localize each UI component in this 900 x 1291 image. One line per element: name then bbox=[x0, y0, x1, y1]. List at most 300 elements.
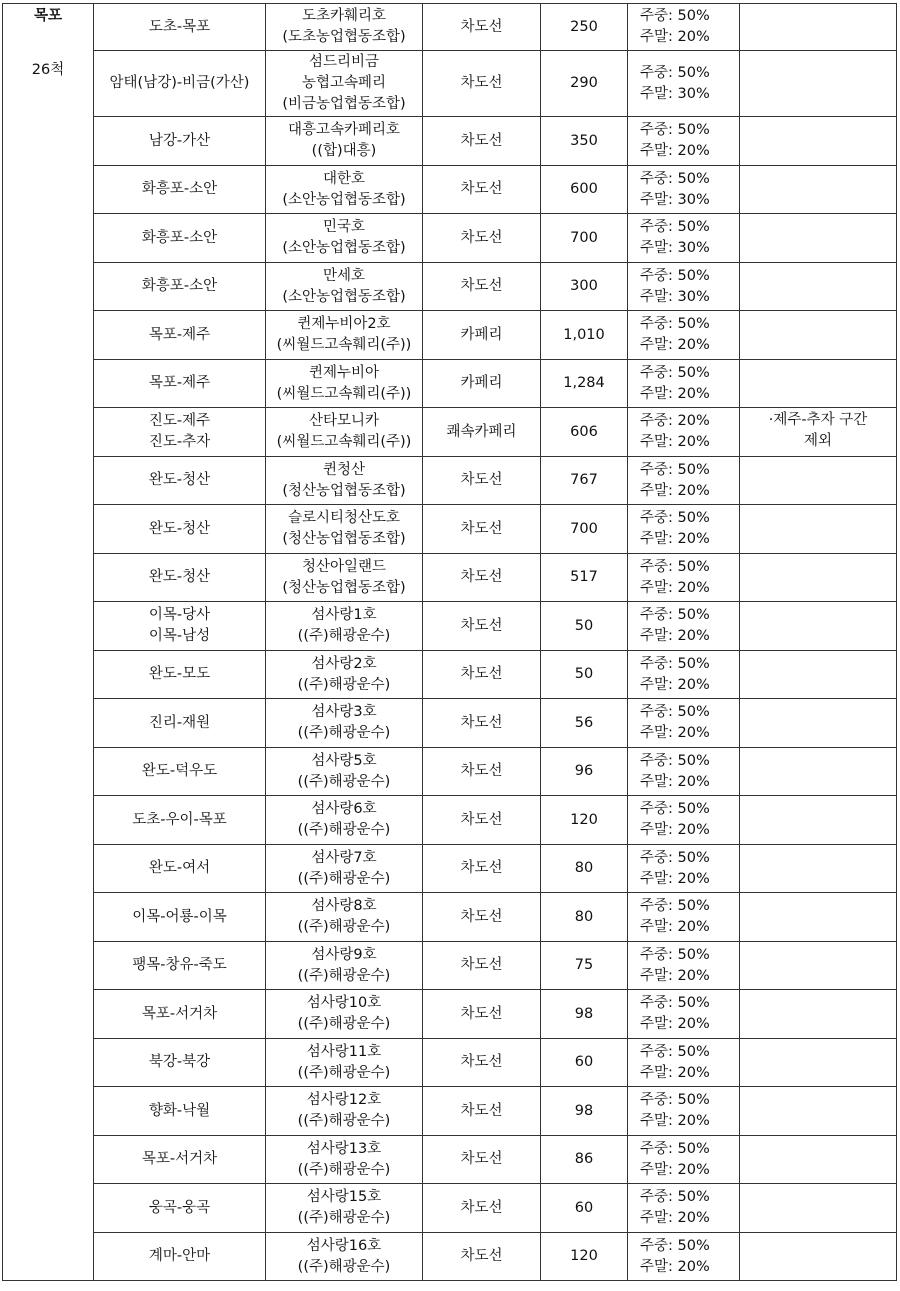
route-name: 목포-제주 bbox=[148, 375, 211, 391]
weekend-discount: 주말: 20% bbox=[640, 579, 710, 596]
ship-name: 섬사랑8호 bbox=[311, 898, 377, 914]
ship-cell bbox=[266, 602, 423, 651]
ship-cell bbox=[266, 1136, 423, 1184]
table-row bbox=[3, 1039, 897, 1087]
weekend-discount: 주말: 20% bbox=[640, 1210, 710, 1226]
ship-name: (소안농업협동조합) bbox=[282, 240, 406, 256]
route-cell bbox=[94, 51, 266, 117]
ship-name: 청산아일랜드 bbox=[301, 558, 387, 575]
ship-name: 퀸제누비아 bbox=[308, 364, 380, 381]
discount-cell bbox=[628, 214, 740, 263]
route-name: 이목-남성 bbox=[148, 628, 211, 644]
weekday-discount: 주중: 50% bbox=[640, 267, 710, 284]
discount-cell bbox=[628, 990, 740, 1039]
ship-type-cell: 카페리 bbox=[423, 311, 541, 360]
discount-cell bbox=[628, 1233, 740, 1281]
weekday-discount: 주중: 50% bbox=[640, 995, 710, 1011]
weekday-discount: 주중: 50% bbox=[640, 364, 710, 381]
weekday-discount: 주중: 50% bbox=[640, 8, 710, 24]
discount-cell bbox=[628, 505, 740, 554]
weekend-discount: 주말: 20% bbox=[640, 822, 710, 838]
weekend-discount: 주말: 20% bbox=[640, 628, 710, 644]
route-name: 완도-덕우도 bbox=[141, 763, 218, 779]
note-text: 제외 bbox=[803, 433, 832, 449]
route-name: 암태(남강)-비금(가산) bbox=[109, 75, 250, 91]
ship-cell bbox=[266, 699, 423, 748]
weekday-discount: 주중: 50% bbox=[640, 64, 710, 81]
ship-cell bbox=[266, 1184, 423, 1233]
table-row bbox=[3, 360, 897, 408]
weekend-discount: 주말: 20% bbox=[640, 870, 710, 887]
table-row bbox=[3, 166, 897, 214]
ship-name: (청산농업협동조합) bbox=[282, 579, 406, 596]
route-cell bbox=[94, 699, 266, 748]
route-cell bbox=[94, 505, 266, 554]
table-row bbox=[3, 117, 897, 166]
route-name: 화흥포-소안 bbox=[141, 181, 218, 197]
ship-name: ((주)해광운수) bbox=[297, 919, 391, 935]
discount-cell bbox=[628, 748, 740, 796]
weekend-discount: 주말: 20% bbox=[640, 1161, 710, 1178]
route-cell bbox=[94, 457, 266, 505]
weekend-discount: 주말: 30% bbox=[640, 288, 710, 305]
note-cell bbox=[740, 651, 897, 699]
ship-name: ((합)대흥) bbox=[311, 143, 377, 159]
route-name: 화흥포-소안 bbox=[141, 278, 218, 294]
weekday-discount: 주중: 50% bbox=[640, 1140, 710, 1157]
tonnage-cell: 600 bbox=[541, 166, 628, 214]
note-cell bbox=[740, 1136, 897, 1184]
ship-cell bbox=[266, 311, 423, 360]
ship-cell bbox=[266, 4, 423, 51]
ship-name: 섬사랑1호 bbox=[311, 607, 377, 623]
table-row bbox=[3, 699, 897, 748]
ship-name: 도초카훼리호 bbox=[301, 8, 387, 24]
ship-name: ((주)해광운수) bbox=[297, 1064, 391, 1081]
table-row bbox=[3, 990, 897, 1039]
ship-name: 섬사랑3호 bbox=[311, 704, 377, 720]
table-row bbox=[3, 4, 897, 51]
table-row bbox=[3, 1136, 897, 1184]
discount-cell bbox=[628, 1184, 740, 1233]
route-cell bbox=[94, 166, 266, 214]
ship-type-cell: 차도선 bbox=[423, 214, 541, 263]
route-cell bbox=[94, 1087, 266, 1136]
route-name: 북강-북강 bbox=[148, 1054, 211, 1070]
discount-cell bbox=[628, 117, 740, 166]
weekday-discount: 주중: 50% bbox=[640, 898, 710, 914]
ship-type-cell: 차도선 bbox=[423, 166, 541, 214]
table-body bbox=[3, 4, 897, 1281]
ship-name: (청산농업협동조합) bbox=[282, 482, 406, 499]
ship-cell bbox=[266, 1233, 423, 1281]
note-cell bbox=[740, 990, 897, 1039]
ship-name: ((주)해광운수) bbox=[297, 1161, 391, 1178]
ship-name: 섬사랑2호 bbox=[311, 655, 377, 672]
ship-type-cell: 쾌속카페리 bbox=[423, 408, 541, 457]
discount-cell bbox=[628, 166, 740, 214]
note-cell bbox=[740, 1184, 897, 1233]
weekday-discount: 주중: 50% bbox=[640, 461, 710, 478]
route-name: 완도-청산 bbox=[148, 472, 211, 488]
weekend-discount: 주말: 20% bbox=[640, 143, 710, 159]
route-cell bbox=[94, 214, 266, 263]
ship-name: 슬로시티청산도호 bbox=[287, 510, 401, 526]
weekday-discount: 주중: 50% bbox=[640, 946, 710, 963]
weekend-discount: 주말: 20% bbox=[640, 919, 710, 935]
table-row bbox=[3, 554, 897, 602]
table-row bbox=[3, 263, 897, 311]
ship-cell bbox=[266, 554, 423, 602]
tonnage-cell: 700 bbox=[541, 214, 628, 263]
ship-type-cell: 차도선 bbox=[423, 748, 541, 796]
tonnage-cell: 290 bbox=[541, 51, 628, 117]
weekday-discount: 주중: 50% bbox=[640, 219, 710, 235]
ship-name: 퀸제누비아2호 bbox=[297, 316, 391, 332]
weekend-discount: 주말: 30% bbox=[640, 240, 710, 256]
table-row bbox=[3, 942, 897, 990]
ship-type-cell: 차도선 bbox=[423, 893, 541, 942]
note-cell bbox=[740, 117, 897, 166]
route-cell bbox=[94, 748, 266, 796]
discount-cell bbox=[628, 1087, 740, 1136]
ship-type-cell: 차도선 bbox=[423, 505, 541, 554]
tonnage-cell: 1,284 bbox=[541, 360, 628, 408]
weekend-discount: 주말: 30% bbox=[640, 191, 710, 208]
weekend-discount: 주말: 20% bbox=[640, 773, 710, 790]
ship-name: ((주)해광운수) bbox=[297, 676, 391, 693]
note-text: ·제주-추자 구간 bbox=[768, 412, 868, 428]
note-cell bbox=[740, 51, 897, 117]
tonnage-cell: 300 bbox=[541, 263, 628, 311]
note-cell bbox=[740, 893, 897, 942]
weekend-discount: 주말: 20% bbox=[640, 725, 710, 741]
ship-name: 산타모니카 bbox=[308, 413, 380, 429]
weekday-discount: 주중: 50% bbox=[640, 170, 710, 187]
ship-name: 섬사랑11호 bbox=[306, 1043, 382, 1060]
table-row bbox=[3, 1233, 897, 1281]
ship-type-cell: 차도선 bbox=[423, 942, 541, 990]
ship-cell bbox=[266, 942, 423, 990]
route-cell bbox=[94, 990, 266, 1039]
tonnage-cell: 700 bbox=[541, 505, 628, 554]
ship-cell bbox=[266, 796, 423, 845]
weekday-discount: 주중: 50% bbox=[640, 655, 710, 672]
table-row bbox=[3, 602, 897, 651]
weekday-discount: 주중: 50% bbox=[640, 122, 710, 138]
ship-cell bbox=[266, 1039, 423, 1087]
ship-name: (씨월드고속훼리(주)) bbox=[276, 337, 412, 353]
route-cell bbox=[94, 554, 266, 602]
route-name: 도초-목포 bbox=[148, 18, 211, 35]
ship-type-cell: 차도선 bbox=[423, 1233, 541, 1281]
note-cell bbox=[740, 1087, 897, 1136]
ship-type-cell: 차도선 bbox=[423, 796, 541, 845]
ship-cell bbox=[266, 263, 423, 311]
route-cell bbox=[94, 651, 266, 699]
table-row bbox=[3, 457, 897, 505]
ferry-discount-table bbox=[2, 3, 897, 1281]
ship-cell bbox=[266, 457, 423, 505]
ship-cell bbox=[266, 748, 423, 796]
discount-cell bbox=[628, 360, 740, 408]
note-cell bbox=[740, 748, 897, 796]
tonnage-cell: 250 bbox=[541, 4, 628, 51]
ship-name: 섬사랑10호 bbox=[306, 995, 382, 1011]
ship-cell bbox=[266, 360, 423, 408]
route-cell bbox=[94, 311, 266, 360]
route-cell bbox=[94, 942, 266, 990]
route-cell bbox=[94, 263, 266, 311]
ship-name: 대흥고속카페리호 bbox=[287, 122, 401, 138]
weekend-discount: 주말: 20% bbox=[640, 482, 710, 499]
route-name: 도초-우이-목포 bbox=[132, 811, 227, 828]
tonnage-cell: 60 bbox=[541, 1039, 628, 1087]
weekday-discount: 주중: 50% bbox=[640, 1043, 710, 1060]
note-cell bbox=[740, 4, 897, 51]
tonnage-cell: 60 bbox=[541, 1184, 628, 1233]
route-name: 팽목-창유-죽도 bbox=[132, 957, 227, 973]
note-cell bbox=[740, 602, 897, 651]
table-row bbox=[3, 796, 897, 845]
weekend-discount: 주말: 20% bbox=[640, 676, 710, 693]
route-name: 완도-모도 bbox=[148, 666, 211, 682]
route-cell bbox=[94, 408, 266, 457]
tonnage-cell: 50 bbox=[541, 651, 628, 699]
ship-cell bbox=[266, 893, 423, 942]
tonnage-cell: 50 bbox=[541, 602, 628, 651]
ship-name: ((주)해광운수) bbox=[297, 628, 391, 644]
ship-type-cell: 차도선 bbox=[423, 1136, 541, 1184]
tonnage-cell: 606 bbox=[541, 408, 628, 457]
weekday-discount: 주중: 50% bbox=[640, 752, 710, 769]
note-cell bbox=[740, 408, 897, 457]
note-cell bbox=[740, 214, 897, 263]
ship-name: (비금농업협동조합) bbox=[282, 96, 406, 112]
ship-cell bbox=[266, 990, 423, 1039]
weekday-discount: 주중: 50% bbox=[640, 510, 710, 526]
ship-type-cell: 차도선 bbox=[423, 1184, 541, 1233]
ship-cell bbox=[266, 166, 423, 214]
weekend-discount: 주말: 20% bbox=[640, 1016, 710, 1032]
route-name: 이목-어룡-이목 bbox=[132, 908, 227, 925]
route-name: 진도-제주 bbox=[148, 413, 211, 429]
discount-cell bbox=[628, 263, 740, 311]
ship-name: 대한호 bbox=[322, 170, 366, 187]
tonnage-cell: 120 bbox=[541, 1233, 628, 1281]
ship-name: ((주)해광운수) bbox=[297, 1113, 391, 1129]
weekend-discount: 주말: 20% bbox=[640, 967, 710, 984]
discount-cell bbox=[628, 845, 740, 893]
weekday-discount: 주중: 50% bbox=[640, 558, 710, 575]
ship-type-cell: 차도선 bbox=[423, 699, 541, 748]
ship-name: 농협고속페리 bbox=[301, 75, 387, 91]
table-row bbox=[3, 845, 897, 893]
tonnage-cell: 767 bbox=[541, 457, 628, 505]
ship-name: 민국호 bbox=[322, 219, 366, 235]
weekday-discount: 주중: 50% bbox=[640, 704, 710, 720]
tonnage-cell: 56 bbox=[541, 699, 628, 748]
ship-name: (도초농업협동조합) bbox=[282, 29, 406, 45]
route-name: 남강-가산 bbox=[148, 132, 211, 149]
discount-cell bbox=[628, 457, 740, 505]
ship-name: 섬사랑13호 bbox=[306, 1140, 382, 1157]
tonnage-cell: 80 bbox=[541, 893, 628, 942]
route-cell bbox=[94, 1039, 266, 1087]
route-name: 웅곡-웅곡 bbox=[148, 1199, 211, 1216]
discount-cell bbox=[628, 311, 740, 360]
ship-name: (소안농업협동조합) bbox=[282, 191, 406, 208]
ship-cell bbox=[266, 117, 423, 166]
ship-name: 섬사랑9호 bbox=[311, 946, 377, 963]
weekend-discount: 주말: 20% bbox=[640, 385, 710, 402]
route-name: 목포-서거차 bbox=[141, 1005, 218, 1022]
route-name: 향화-낙월 bbox=[148, 1102, 211, 1119]
discount-cell bbox=[628, 554, 740, 602]
route-cell bbox=[94, 845, 266, 893]
route-name: 완도-청산 bbox=[148, 569, 211, 585]
ship-cell bbox=[266, 1087, 423, 1136]
discount-cell bbox=[628, 51, 740, 117]
weekend-discount: 주말: 20% bbox=[640, 29, 710, 45]
route-cell bbox=[94, 1233, 266, 1281]
weekday-discount: 주중: 50% bbox=[640, 1092, 710, 1108]
fleet-count: 26척 bbox=[31, 62, 65, 78]
ship-type-cell: 차도선 bbox=[423, 651, 541, 699]
ship-cell bbox=[266, 651, 423, 699]
tonnage-cell: 96 bbox=[541, 748, 628, 796]
table-row bbox=[3, 1087, 897, 1136]
weekend-discount: 주말: 20% bbox=[640, 337, 710, 353]
note-cell bbox=[740, 263, 897, 311]
ship-name: 섬사랑16호 bbox=[306, 1237, 382, 1254]
ship-name: (씨월드고속훼리(주)) bbox=[276, 385, 412, 402]
route-name: 진리-재원 bbox=[148, 714, 211, 731]
weekend-discount: 주말: 20% bbox=[640, 434, 710, 450]
ship-type-cell: 차도선 bbox=[423, 117, 541, 166]
route-name: 완도-여서 bbox=[148, 860, 211, 876]
ship-type-cell: 차도선 bbox=[423, 554, 541, 602]
table-row bbox=[3, 893, 897, 942]
discount-cell bbox=[628, 699, 740, 748]
ship-cell bbox=[266, 51, 423, 117]
ship-type-cell: 차도선 bbox=[423, 4, 541, 51]
discount-cell bbox=[628, 1039, 740, 1087]
ship-name: 섬사랑6호 bbox=[311, 801, 377, 817]
discount-cell bbox=[628, 602, 740, 651]
weekend-discount: 주말: 20% bbox=[640, 1113, 710, 1129]
table-row bbox=[3, 311, 897, 360]
weekend-discount: 주말: 20% bbox=[640, 531, 710, 547]
ship-name: (소안농업협동조합) bbox=[282, 288, 406, 305]
weekday-discount: 주중: 50% bbox=[640, 849, 710, 866]
ship-name: ((주)해광운수) bbox=[297, 967, 391, 984]
ship-name: ((주)해광운수) bbox=[297, 822, 391, 838]
weekend-discount: 주말: 30% bbox=[640, 85, 710, 102]
route-cell bbox=[94, 602, 266, 651]
discount-cell bbox=[628, 4, 740, 51]
note-cell bbox=[740, 554, 897, 602]
weekday-discount: 주중: 50% bbox=[640, 1189, 710, 1205]
weekday-discount: 주중: 50% bbox=[640, 1237, 710, 1254]
discount-cell bbox=[628, 1136, 740, 1184]
ship-name: ((주)해광운수) bbox=[297, 1210, 391, 1226]
route-name: 목포-서거차 bbox=[141, 1151, 218, 1167]
tonnage-cell: 350 bbox=[541, 117, 628, 166]
route-cell bbox=[94, 796, 266, 845]
ship-name: 섬사랑5호 bbox=[311, 752, 377, 769]
ship-cell bbox=[266, 505, 423, 554]
table-row bbox=[3, 408, 897, 457]
note-cell bbox=[740, 311, 897, 360]
discount-cell bbox=[628, 408, 740, 457]
route-cell bbox=[94, 4, 266, 51]
route-name: 이목-당사 bbox=[148, 607, 211, 623]
weekend-discount: 주말: 20% bbox=[640, 1258, 710, 1275]
route-cell bbox=[94, 117, 266, 166]
table-row bbox=[3, 748, 897, 796]
table-row bbox=[3, 651, 897, 699]
route-name: 목포-제주 bbox=[148, 326, 211, 343]
ship-name: 섬사랑7호 bbox=[311, 849, 377, 866]
ship-type-cell: 차도선 bbox=[423, 51, 541, 117]
ship-name: (청산농업협동조합) bbox=[282, 531, 406, 547]
note-cell bbox=[740, 1039, 897, 1087]
ship-name: 퀸청산 bbox=[322, 461, 366, 478]
table-row bbox=[3, 214, 897, 263]
tonnage-cell: 75 bbox=[541, 942, 628, 990]
note-cell bbox=[740, 942, 897, 990]
route-name: 진도-추자 bbox=[148, 434, 211, 450]
ship-cell bbox=[266, 214, 423, 263]
note-cell bbox=[740, 1233, 897, 1281]
ship-name: 만세호 bbox=[322, 267, 366, 284]
tonnage-cell: 120 bbox=[541, 796, 628, 845]
note-cell bbox=[740, 457, 897, 505]
ship-name: ((주)해광운수) bbox=[297, 870, 391, 887]
route-cell bbox=[94, 893, 266, 942]
table-row bbox=[3, 505, 897, 554]
tonnage-cell: 98 bbox=[541, 1087, 628, 1136]
discount-cell bbox=[628, 893, 740, 942]
discount-cell bbox=[628, 651, 740, 699]
ship-cell bbox=[266, 845, 423, 893]
weekday-discount: 주중: 50% bbox=[640, 316, 710, 332]
tonnage-cell: 1,010 bbox=[541, 311, 628, 360]
ship-name: 섬사랑12호 bbox=[306, 1092, 382, 1108]
ship-type-cell: 차도선 bbox=[423, 1039, 541, 1087]
ship-name: ((주)해광운수) bbox=[297, 773, 391, 790]
note-cell bbox=[740, 505, 897, 554]
tonnage-cell: 517 bbox=[541, 554, 628, 602]
route-name: 화흥포-소안 bbox=[141, 229, 218, 246]
note-cell bbox=[740, 796, 897, 845]
route-cell bbox=[94, 360, 266, 408]
route-cell bbox=[94, 1136, 266, 1184]
tonnage-cell: 98 bbox=[541, 990, 628, 1039]
ship-name: ((주)해광운수) bbox=[297, 725, 391, 741]
note-cell bbox=[740, 166, 897, 214]
ship-type-cell: 차도선 bbox=[423, 1087, 541, 1136]
table-row bbox=[3, 51, 897, 117]
ship-type-cell: 차도선 bbox=[423, 263, 541, 311]
note-cell bbox=[740, 699, 897, 748]
tonnage-cell: 80 bbox=[541, 845, 628, 893]
region-name: 목포 bbox=[33, 8, 62, 24]
table-row bbox=[3, 1184, 897, 1233]
ship-type-cell: 차도선 bbox=[423, 990, 541, 1039]
route-name: 완도-청산 bbox=[148, 520, 211, 537]
